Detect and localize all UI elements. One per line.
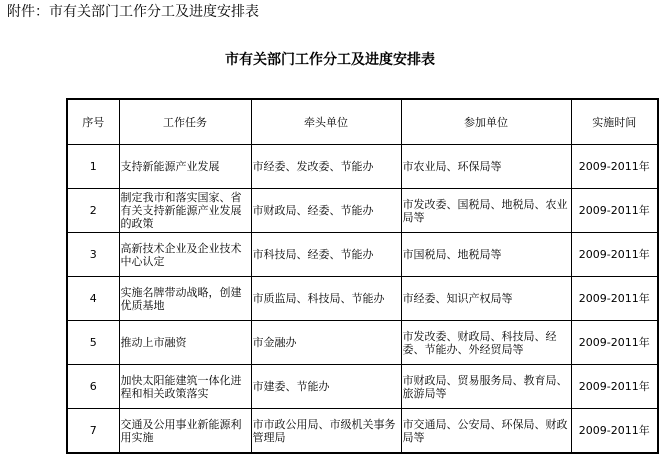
cell-task: 交通及公用事业新能源利用实施 bbox=[119, 409, 251, 454]
cell-participants: 市发改委、国税局、地税局、农业局等 bbox=[401, 189, 571, 233]
cell-participants: 市交通局、公安局、环保局、财政局等 bbox=[401, 409, 571, 454]
table-row bbox=[67, 189, 658, 233]
header-lead-unit: 牵头单位 bbox=[251, 99, 401, 145]
cell-period: 2009-2011年 bbox=[571, 365, 658, 409]
annex-label: 附件：市有关部门工作分工及进度安排表 bbox=[7, 4, 259, 20]
cell-lead-unit: 市建委、节能办 bbox=[251, 365, 401, 409]
cell-lead-unit: 市质监局、科技局、节能办 bbox=[251, 277, 401, 321]
cell-participants: 市经委、知识产权局等 bbox=[401, 277, 571, 321]
cell-no: 3 bbox=[67, 233, 119, 277]
cell-no: 6 bbox=[67, 365, 119, 409]
table-row bbox=[67, 277, 658, 321]
header-participants: 参加单位 bbox=[401, 99, 571, 145]
table-row bbox=[67, 409, 658, 454]
cell-participants: 市发改委、财政局、科技局、经委、节能办、外经贸局等 bbox=[401, 321, 571, 365]
cell-task: 高新技术企业及企业技术中心认定 bbox=[119, 233, 251, 277]
cell-period: 2009-2011年 bbox=[571, 189, 658, 233]
table-row bbox=[67, 145, 658, 189]
cell-no: 1 bbox=[67, 145, 119, 189]
cell-lead-unit: 市科技局、经委、节能办 bbox=[251, 233, 401, 277]
cell-task: 推动上市融资 bbox=[119, 321, 251, 365]
cell-lead-unit: 市经委、发改委、节能办 bbox=[251, 145, 401, 189]
table-row bbox=[67, 365, 658, 409]
cell-lead-unit: 市金融办 bbox=[251, 321, 401, 365]
cell-period: 2009-2011年 bbox=[571, 233, 658, 277]
work-schedule-table bbox=[66, 98, 659, 454]
cell-period: 2009-2011年 bbox=[571, 145, 658, 189]
cell-no: 5 bbox=[67, 321, 119, 365]
cell-task: 支持新能源产业发展 bbox=[119, 145, 251, 189]
header-task: 工作任务 bbox=[119, 99, 251, 145]
cell-task: 制定我市和落实国家、省有关支持新能源产业发展的政策 bbox=[119, 189, 251, 233]
cell-no: 7 bbox=[67, 409, 119, 454]
cell-no: 4 bbox=[67, 277, 119, 321]
cell-participants: 市财政局、贸易服务局、教育局、旅游局等 bbox=[401, 365, 571, 409]
document-title: 市有关部门工作分工及进度安排表 bbox=[225, 52, 435, 68]
header-no: 序号 bbox=[67, 99, 119, 145]
cell-participants: 市农业局、环保局等 bbox=[401, 145, 571, 189]
cell-lead-unit: 市财政局、经委、节能办 bbox=[251, 189, 401, 233]
table-row bbox=[67, 321, 658, 365]
cell-period: 2009-2011年 bbox=[571, 277, 658, 321]
header-period: 实施时间 bbox=[571, 99, 658, 145]
cell-task: 加快太阳能建筑一体化进程和相关政策落实 bbox=[119, 365, 251, 409]
cell-participants: 市国税局、地税局等 bbox=[401, 233, 571, 277]
cell-period: 2009-2011年 bbox=[571, 409, 658, 454]
table-header-row bbox=[67, 99, 658, 145]
cell-lead-unit: 市市政公用局、市级机关事务管理局 bbox=[251, 409, 401, 454]
cell-no: 2 bbox=[67, 189, 119, 233]
cell-task: 实施名牌带动战略，创建优质基地 bbox=[119, 277, 251, 321]
cell-period: 2009-2011年 bbox=[571, 321, 658, 365]
table-row bbox=[67, 233, 658, 277]
